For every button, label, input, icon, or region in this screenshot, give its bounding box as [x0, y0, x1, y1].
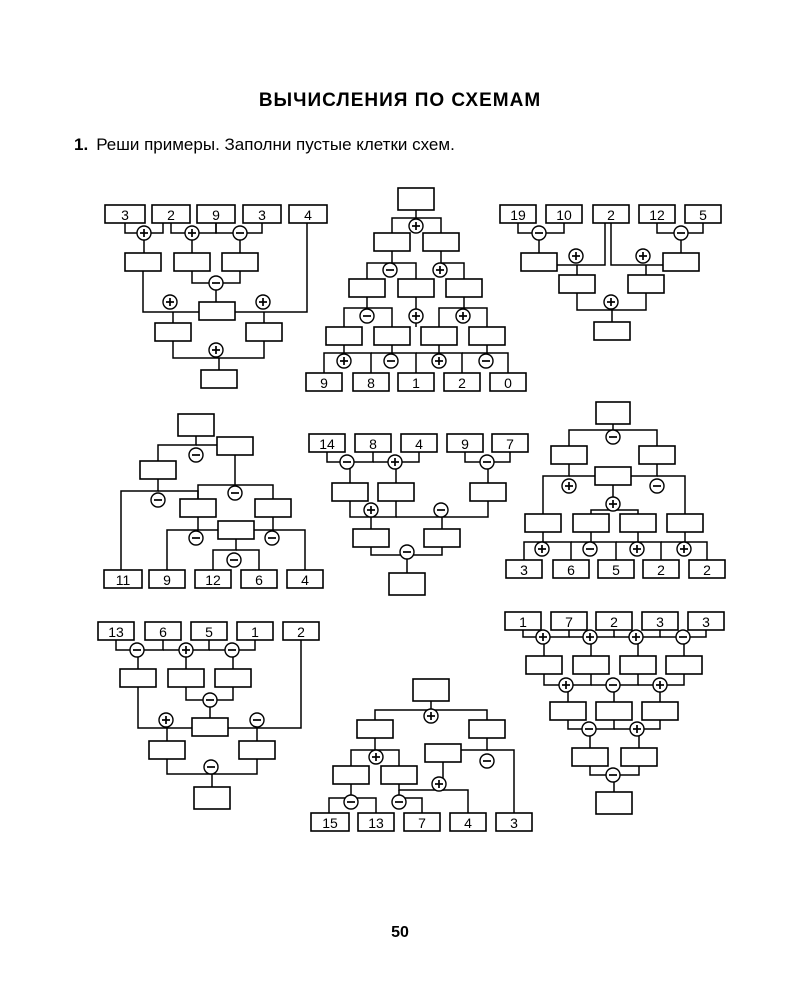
minus-operator-icon — [384, 354, 398, 368]
empty-answer-cell[interactable] — [215, 669, 251, 687]
empty-answer-cell[interactable] — [255, 499, 291, 517]
minus-operator-icon — [650, 479, 664, 493]
cell-number: 11 — [115, 572, 131, 588]
empty-answer-cell[interactable] — [423, 233, 459, 251]
cell-number: 7 — [418, 815, 426, 831]
minus-operator-icon — [479, 354, 493, 368]
empty-answer-cell[interactable] — [470, 483, 506, 501]
plus-operator-icon — [536, 630, 550, 644]
cell-number: 12 — [649, 207, 665, 223]
connector-line — [571, 532, 591, 542]
cell-number: 3 — [702, 614, 710, 630]
empty-answer-cell[interactable] — [413, 679, 449, 701]
connector-line — [416, 345, 439, 353]
empty-answer-cell[interactable] — [381, 766, 417, 784]
plus-operator-icon — [179, 643, 193, 657]
plus-operator-icon — [559, 678, 573, 692]
plus-operator-icon — [562, 479, 576, 493]
plus-operator-icon — [433, 263, 447, 277]
cell-number: 3 — [258, 207, 266, 223]
plus-operator-icon — [653, 678, 667, 692]
minus-operator-icon — [606, 678, 620, 692]
minus-operator-icon — [360, 309, 374, 323]
empty-answer-cell[interactable] — [374, 233, 410, 251]
empty-answer-cell[interactable] — [218, 521, 254, 539]
empty-answer-cell[interactable] — [398, 188, 434, 210]
minus-operator-icon — [392, 795, 406, 809]
empty-answer-cell[interactable] — [642, 702, 678, 720]
cell-number: 3 — [510, 815, 518, 831]
plus-operator-icon — [185, 226, 199, 240]
empty-answer-cell[interactable] — [168, 669, 204, 687]
empty-answer-cell[interactable] — [246, 323, 282, 341]
empty-answer-cell[interactable] — [149, 741, 185, 759]
cell-number: 4 — [304, 207, 312, 223]
empty-answer-cell[interactable] — [550, 702, 586, 720]
empty-answer-cell[interactable] — [389, 573, 425, 595]
connector-line — [616, 532, 638, 542]
empty-answer-cell[interactable] — [551, 446, 587, 464]
minus-operator-icon — [228, 486, 242, 500]
empty-answer-cell[interactable] — [217, 437, 253, 455]
cell-number: 6 — [567, 562, 575, 578]
minus-operator-icon — [189, 448, 203, 462]
minus-operator-icon — [130, 643, 144, 657]
cell-number: 7 — [506, 436, 514, 452]
empty-answer-cell[interactable] — [353, 529, 389, 547]
empty-answer-cell[interactable] — [521, 253, 557, 271]
connector-line — [431, 710, 487, 720]
plus-operator-icon — [630, 722, 644, 736]
cell-number: 14 — [319, 436, 335, 452]
plus-operator-icon — [569, 249, 583, 263]
empty-answer-cell[interactable] — [596, 402, 630, 424]
empty-answer-cell[interactable] — [180, 499, 216, 517]
cell-number: 4 — [415, 436, 423, 452]
task-text: Реши примеры. Заполни пустые клетки схем. — [96, 135, 455, 154]
minus-operator-icon — [225, 643, 239, 657]
empty-answer-cell[interactable] — [620, 514, 656, 532]
cell-number: 8 — [369, 436, 377, 452]
cell-number: 1 — [519, 614, 527, 630]
cell-number: 3 — [520, 562, 528, 578]
empty-answer-cell[interactable] — [222, 253, 258, 271]
plus-operator-icon — [369, 750, 383, 764]
empty-answer-cell[interactable] — [469, 720, 505, 738]
plus-operator-icon — [432, 777, 446, 791]
plus-operator-icon — [677, 542, 691, 556]
empty-answer-cell[interactable] — [639, 446, 675, 464]
cell-number: 7 — [565, 614, 573, 630]
empty-answer-cell[interactable] — [572, 748, 608, 766]
plus-operator-icon — [630, 542, 644, 556]
empty-answer-cell[interactable] — [349, 279, 385, 297]
cell-number: 4 — [301, 572, 309, 588]
connector-line — [661, 532, 685, 542]
minus-operator-icon — [250, 713, 264, 727]
page-title: ВЫЧИСЛЕНИЯ ПО СХЕМАМ — [258, 90, 542, 111]
plus-operator-icon — [209, 343, 223, 357]
empty-answer-cell[interactable] — [595, 467, 631, 485]
empty-answer-cell[interactable] — [469, 327, 505, 345]
empty-answer-cell[interactable] — [666, 656, 702, 674]
minus-operator-icon — [344, 795, 358, 809]
minus-operator-icon — [233, 226, 247, 240]
connector-line — [371, 345, 392, 353]
cell-number: 9 — [163, 572, 171, 588]
minus-operator-icon — [227, 553, 241, 567]
cell-number: 9 — [320, 375, 328, 391]
task-number: 1. — [74, 135, 89, 154]
cell-number: 15 — [322, 815, 338, 831]
cell-number: 4 — [464, 815, 472, 831]
minus-operator-icon — [606, 768, 620, 782]
empty-answer-cell[interactable] — [573, 656, 609, 674]
plus-operator-icon — [456, 309, 470, 323]
minus-operator-icon — [189, 531, 203, 545]
minus-operator-icon — [434, 503, 448, 517]
cell-number: 5 — [612, 562, 620, 578]
empty-answer-cell[interactable] — [125, 253, 161, 271]
plus-operator-icon — [535, 542, 549, 556]
empty-answer-cell[interactable] — [398, 279, 434, 297]
plus-operator-icon — [432, 354, 446, 368]
cell-number: 2 — [167, 207, 175, 223]
minus-operator-icon — [480, 754, 494, 768]
plus-operator-icon — [388, 455, 402, 469]
minus-operator-icon — [583, 542, 597, 556]
cell-number: 0 — [504, 375, 512, 391]
cell-number: 2 — [458, 375, 466, 391]
plus-operator-icon — [337, 354, 351, 368]
minus-operator-icon — [400, 545, 414, 559]
cell-number: 2 — [297, 624, 305, 640]
empty-answer-cell[interactable] — [628, 275, 664, 293]
connector-line — [254, 517, 273, 530]
cell-number: 5 — [699, 207, 707, 223]
empty-answer-cell[interactable] — [421, 327, 457, 345]
minus-operator-icon — [151, 493, 165, 507]
empty-answer-cell[interactable] — [573, 514, 609, 532]
empty-answer-cell[interactable] — [596, 702, 632, 720]
empty-answer-cell[interactable] — [663, 253, 699, 271]
empty-answer-cell[interactable] — [201, 370, 237, 388]
empty-answer-cell[interactable] — [333, 766, 369, 784]
plus-operator-icon — [409, 309, 423, 323]
empty-answer-cell[interactable] — [378, 483, 414, 501]
plus-operator-icon — [159, 713, 173, 727]
cell-number: 13 — [108, 624, 124, 640]
empty-answer-cell[interactable] — [332, 483, 368, 501]
cell-number: 1 — [412, 375, 420, 391]
empty-answer-cell[interactable] — [199, 302, 235, 320]
plus-operator-icon — [629, 630, 643, 644]
minus-operator-icon — [532, 226, 546, 240]
plus-operator-icon — [364, 503, 378, 517]
minus-operator-icon — [203, 693, 217, 707]
empty-answer-cell[interactable] — [192, 718, 228, 736]
empty-answer-cell[interactable] — [357, 720, 393, 738]
empty-answer-cell[interactable] — [446, 279, 482, 297]
connector-line — [462, 345, 487, 353]
empty-answer-cell[interactable] — [174, 253, 210, 271]
cell-number: 9 — [212, 207, 220, 223]
empty-answer-cell[interactable] — [596, 792, 632, 814]
plus-operator-icon — [409, 219, 423, 233]
connector-line — [121, 479, 158, 570]
connector-line — [631, 464, 657, 476]
minus-operator-icon — [340, 455, 354, 469]
minus-operator-icon — [676, 630, 690, 644]
plus-operator-icon — [137, 226, 151, 240]
empty-answer-cell[interactable] — [194, 787, 230, 809]
empty-answer-cell[interactable] — [559, 275, 595, 293]
cell-number: 2 — [703, 562, 711, 578]
cell-number: 8 — [367, 375, 375, 391]
minus-operator-icon — [582, 722, 596, 736]
plus-operator-icon — [256, 295, 270, 309]
empty-answer-cell[interactable] — [526, 656, 562, 674]
empty-answer-cell[interactable] — [621, 748, 657, 766]
connector-line — [443, 790, 468, 813]
cell-number: 6 — [159, 624, 167, 640]
minus-operator-icon — [265, 531, 279, 545]
empty-answer-cell[interactable] — [155, 323, 191, 341]
minus-operator-icon — [383, 263, 397, 277]
page-number: 50 — [391, 924, 409, 941]
plus-operator-icon — [583, 630, 597, 644]
cell-number: 2 — [610, 614, 618, 630]
empty-answer-cell[interactable] — [374, 327, 410, 345]
empty-answer-cell[interactable] — [424, 529, 460, 547]
cell-number: 10 — [556, 207, 572, 223]
empty-answer-cell[interactable] — [326, 327, 362, 345]
cell-number: 2 — [657, 562, 665, 578]
cell-number: 3 — [121, 207, 129, 223]
cell-number: 2 — [607, 207, 615, 223]
plus-operator-icon — [636, 249, 650, 263]
empty-answer-cell[interactable] — [620, 656, 656, 674]
plus-operator-icon — [163, 295, 177, 309]
empty-answer-cell[interactable] — [239, 741, 275, 759]
cell-number: 6 — [255, 572, 263, 588]
cell-number: 13 — [368, 815, 384, 831]
minus-operator-icon — [606, 430, 620, 444]
empty-answer-cell[interactable] — [425, 744, 461, 762]
empty-answer-cell[interactable] — [178, 414, 214, 436]
cell-number: 12 — [205, 572, 221, 588]
cell-number: 5 — [205, 624, 213, 640]
cell-number: 1 — [251, 624, 259, 640]
connector-line — [375, 701, 431, 720]
minus-operator-icon — [480, 455, 494, 469]
empty-answer-cell[interactable] — [667, 514, 703, 532]
empty-answer-cell[interactable] — [525, 514, 561, 532]
empty-answer-cell[interactable] — [140, 461, 176, 479]
minus-operator-icon — [204, 760, 218, 774]
cell-number: 3 — [656, 614, 664, 630]
empty-answer-cell[interactable] — [594, 322, 630, 340]
minus-operator-icon — [209, 276, 223, 290]
plus-operator-icon — [606, 497, 620, 511]
empty-answer-cell[interactable] — [120, 669, 156, 687]
plus-operator-icon — [424, 709, 438, 723]
cell-number: 9 — [461, 436, 469, 452]
plus-operator-icon — [604, 295, 618, 309]
cell-number: 19 — [510, 207, 526, 223]
minus-operator-icon — [674, 226, 688, 240]
